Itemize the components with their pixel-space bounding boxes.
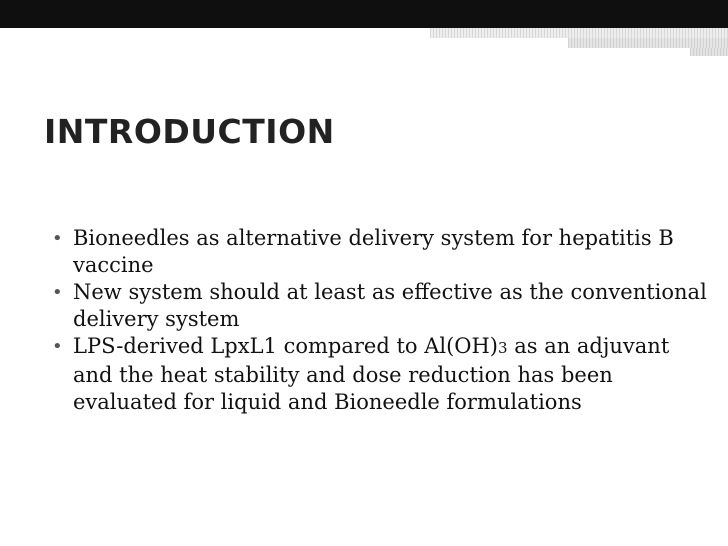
bullet-list xyxy=(52,225,712,416)
decorative-strip xyxy=(568,38,728,48)
bullet-icon: • xyxy=(52,282,63,303)
subscript: 3 xyxy=(498,339,508,357)
bullet-icon: • xyxy=(52,228,63,249)
slide-title: INTRODUCTION xyxy=(44,112,335,151)
bullet-text-start: LPS-derived LpxL1 compared to Al(OH) xyxy=(73,334,498,358)
decorative-strip xyxy=(690,48,728,56)
bullet-text-end: as an adjuvant and the heat stability and dose reduction has been evaluated for liquid and Bioneedle formulations xyxy=(73,334,670,414)
bullet-item xyxy=(52,279,712,333)
bullet-text: Bioneedles as alternative delivery system for hepatitis B vaccine xyxy=(73,226,674,277)
header-bar xyxy=(0,0,728,28)
decorative-strip xyxy=(430,28,728,38)
bullet-item xyxy=(52,333,712,416)
bullet-text: New system should at least as effective as the conventional delivery system xyxy=(73,280,707,331)
bullet-icon: • xyxy=(52,336,63,357)
bullet-item xyxy=(52,225,712,279)
